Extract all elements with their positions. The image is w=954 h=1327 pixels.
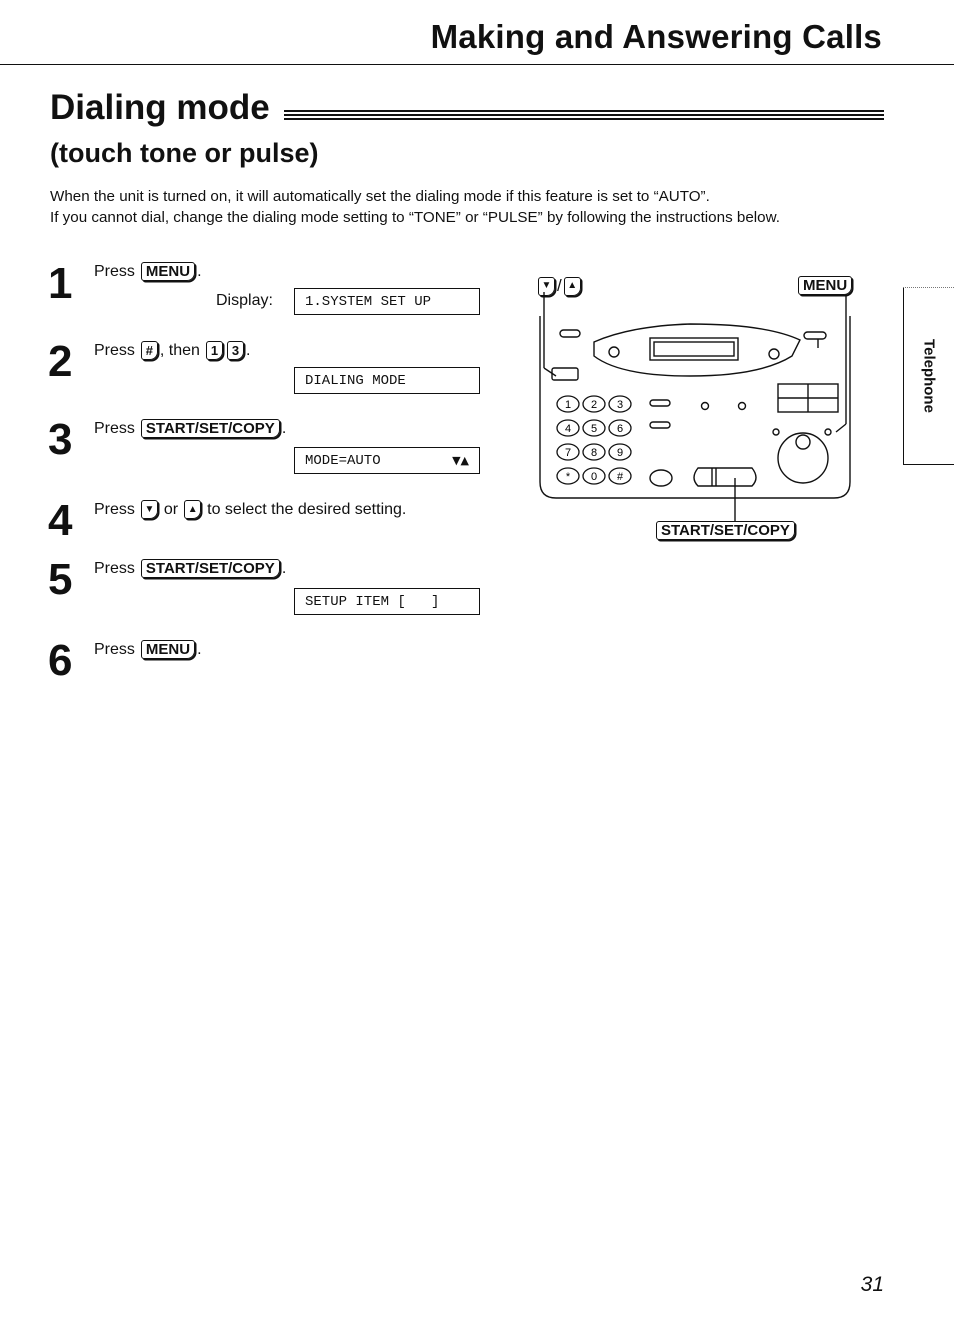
step-1-text — [94, 262, 202, 281]
keypad-key-label: 9 — [616, 447, 624, 459]
side-tab-label: Telephone — [920, 339, 938, 413]
small-button-top-left — [560, 330, 580, 337]
step-1-number: 1 — [48, 259, 73, 308]
down-arrow-key: ▼ — [141, 500, 158, 519]
step-4-number: 4 — [48, 496, 73, 545]
keypad-key — [609, 420, 631, 436]
display-led-right — [769, 349, 779, 359]
keypad-key-label: 5 — [590, 423, 598, 435]
keypad-key-label: 2 — [590, 399, 598, 411]
step-6-end: . — [197, 640, 202, 658]
intro-line-1: When the unit is turned on, it will automatically set the dialing mode if this feature is set to “AUTO”. — [50, 188, 710, 205]
keypad-key — [557, 396, 579, 412]
section-title: Dialing mode — [50, 88, 270, 127]
keypad-key-label: 1 — [564, 399, 572, 411]
step-1-press: Press — [94, 262, 135, 280]
page-number: 31 — [860, 1273, 884, 1296]
step-5-number: 5 — [48, 555, 73, 604]
lcd-text-3: MODE=AUTO — [305, 452, 381, 469]
step-3-number: 3 — [48, 415, 73, 464]
navigator-dial-inner — [796, 435, 810, 449]
lcd-text-1: 1.SYSTEM SET UP — [305, 293, 432, 310]
step-2-then: , then — [159, 341, 200, 359]
step-4-press: Press — [94, 500, 135, 518]
keypad-key — [557, 444, 579, 460]
navigator-dial — [778, 433, 828, 483]
hash-key: # — [141, 341, 158, 360]
keypad-key — [609, 444, 631, 460]
step-2-press: Press — [94, 341, 135, 359]
diagram-start-key: START/SET/COPY — [656, 521, 795, 540]
step-5-text — [94, 559, 286, 578]
start-set-copy-key-2: START/SET/COPY — [141, 559, 280, 578]
intro-line-2: If you cannot dial, change the dialing mode setting to “TONE” or “PULSE” by following the instructions below. — [50, 209, 780, 226]
arrow-keys-cluster — [552, 368, 578, 380]
keypad — [557, 396, 631, 484]
keypad-key — [609, 396, 631, 412]
display-label: Display: — [216, 292, 273, 309]
display-led-left — [609, 347, 619, 357]
keypad-key-label: # — [616, 471, 624, 483]
step-4-rest: to select the desired setting. — [207, 500, 407, 518]
keypad-key — [609, 468, 631, 484]
lcd-arrows-3: ▼▲ — [452, 454, 469, 467]
title-rules — [284, 110, 884, 122]
step-1-end: . — [197, 262, 202, 280]
keypad-key — [583, 444, 605, 460]
lcd-display-5 — [294, 588, 480, 615]
keypad-key-label: 3 — [616, 399, 624, 411]
page-header-title: Making and Answering Calls — [430, 18, 882, 55]
keypad-key — [557, 420, 579, 436]
keypad-key-label: 8 — [590, 447, 598, 459]
keypad-key-label: 0 — [590, 471, 598, 483]
step-3-press: Press — [94, 419, 135, 437]
diagram-down-key: ▼ — [538, 277, 555, 296]
step-3-end: . — [281, 419, 287, 437]
lcd-display-1 — [294, 288, 480, 315]
step-6-text — [94, 640, 202, 659]
lcd-text-5: SETUP ITEM [ ] — [305, 593, 440, 610]
display-window — [650, 338, 738, 360]
menu-key-2: MENU — [141, 640, 195, 659]
lcd-display-2 — [294, 367, 480, 394]
keypad-key — [583, 420, 605, 436]
step-2-number: 2 — [48, 337, 73, 386]
keypad-key-label: 7 — [564, 447, 572, 459]
keypad-key — [583, 468, 605, 484]
step-6-press: Press — [94, 640, 135, 658]
menu-key: MENU — [141, 262, 195, 281]
keypad-key-label: 6 — [616, 423, 624, 435]
display-window-inner — [654, 342, 734, 356]
keypad-key-label: * — [565, 471, 571, 483]
step-5-end: . — [281, 559, 287, 577]
diagram-slash: / — [557, 276, 562, 295]
three-key: 3 — [227, 341, 244, 360]
fax-control-panel-diagram — [530, 272, 860, 522]
start-set-copy-button — [694, 468, 756, 486]
small-button-top-right — [804, 332, 826, 339]
diagram-start-label — [654, 521, 797, 540]
step-6-number: 6 — [48, 636, 73, 685]
step-2-end: . — [245, 341, 251, 359]
lcd-text-2: DIALING MODE — [305, 372, 406, 389]
step-4-or: or — [163, 500, 179, 518]
keypad-key-label: 4 — [564, 423, 572, 435]
lcd-display-3 — [294, 447, 480, 474]
keypad-key — [557, 468, 579, 484]
step-2-text — [94, 341, 250, 360]
up-arrow-key: ▲ — [184, 500, 201, 519]
step-4-text — [94, 500, 406, 519]
one-key: 1 — [206, 341, 223, 360]
diagram-up-key: ▲ — [564, 277, 581, 296]
keypad-key — [583, 396, 605, 412]
start-set-copy-key: START/SET/COPY — [141, 419, 280, 438]
section-subtitle: (touch tone or pulse) — [50, 138, 319, 168]
step-5-press: Press — [94, 559, 135, 577]
header-rule — [0, 64, 954, 65]
display-housing — [594, 324, 800, 376]
intro-text — [50, 186, 910, 228]
step-3-text — [94, 419, 286, 438]
diagram-menu-key: MENU — [798, 276, 852, 295]
